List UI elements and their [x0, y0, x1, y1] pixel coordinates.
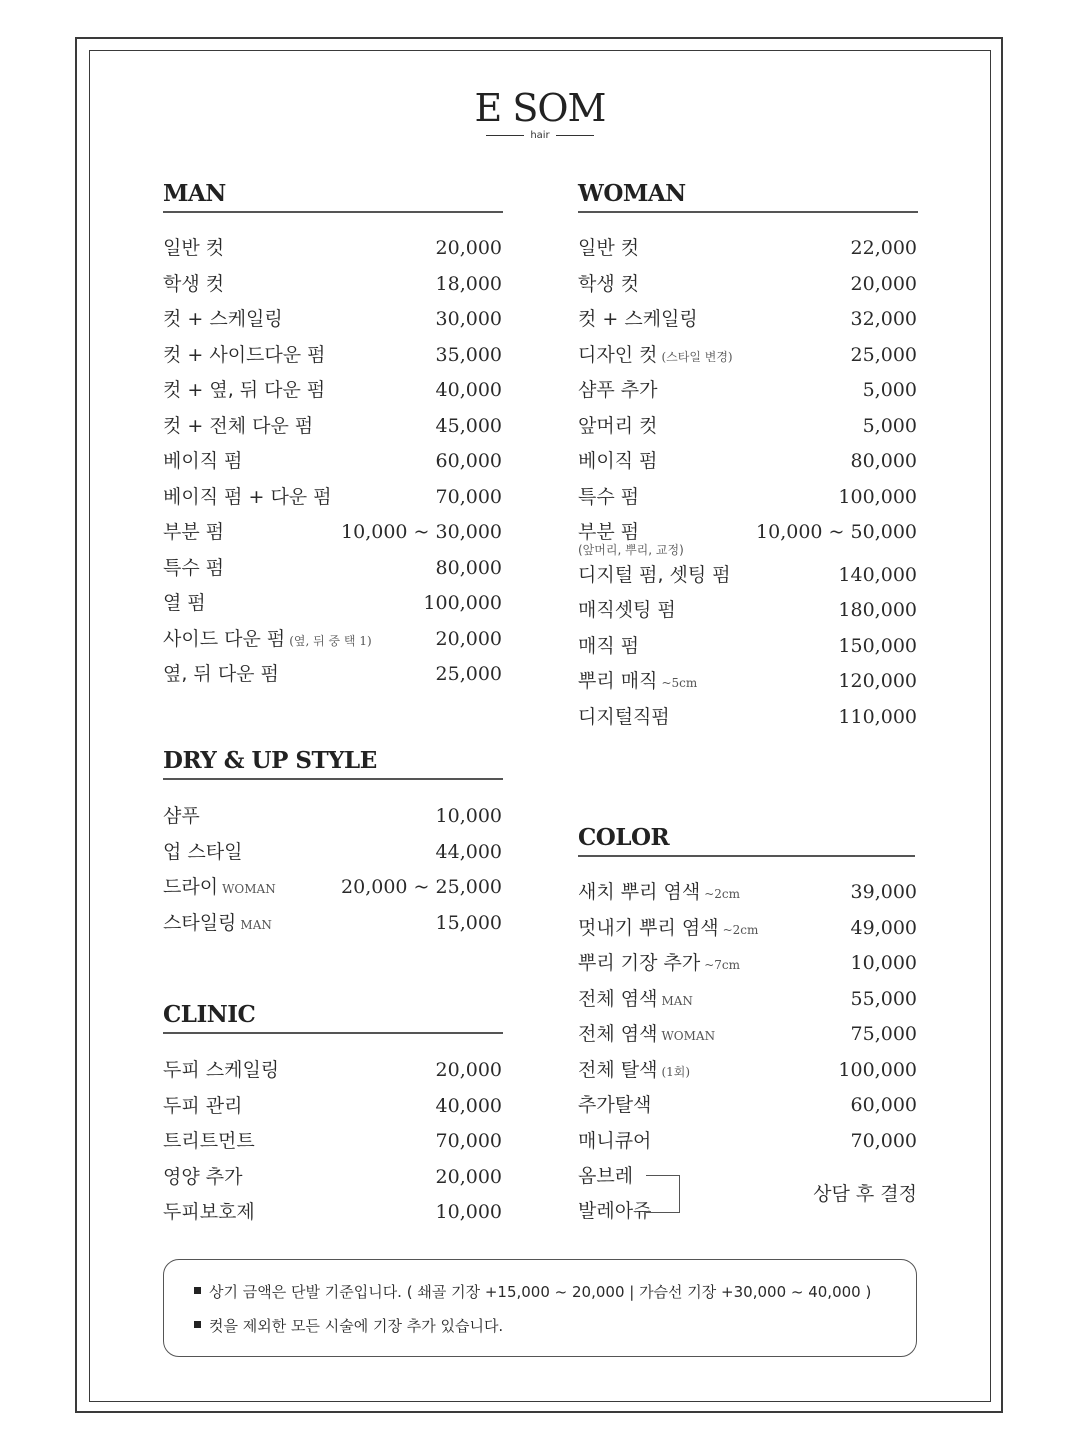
- item-name: 학생 컷: [163, 273, 225, 295]
- item-note: MAN: [240, 918, 272, 932]
- item-price: 40,000: [435, 379, 502, 401]
- item-note: MAN: [661, 994, 693, 1008]
- item-price: 5,000: [862, 379, 917, 401]
- item-name: 일반 컷: [163, 237, 225, 259]
- item-note: WOMAN: [661, 1029, 716, 1043]
- item-note: WOMAN: [222, 882, 276, 896]
- item-name: 전체 탈색 (1회): [578, 1059, 691, 1081]
- woman-item: [578, 269, 917, 299]
- clinic-item: [163, 1055, 502, 1085]
- item-name: 뿌리 기장 추가 ~7cm: [578, 952, 741, 974]
- item-name: 매직 펌: [578, 635, 640, 657]
- item-note: (스타일 변경): [661, 350, 733, 364]
- clinic-title: CLINIC: [163, 1001, 503, 1034]
- item-price: 20,000: [435, 1059, 502, 1081]
- item-price: 60,000: [435, 450, 502, 472]
- dry-item: [163, 908, 502, 938]
- item-price: 25,000: [850, 344, 917, 366]
- color-item: [578, 1019, 917, 1049]
- man-item: [163, 659, 502, 689]
- item-note: ~7cm: [704, 958, 741, 972]
- item-price: 18,000: [435, 273, 502, 295]
- item-price: 44,000: [435, 841, 502, 863]
- man-item: [163, 375, 502, 405]
- item-price: 140,000: [838, 564, 917, 586]
- item-name: 샴푸 추가: [578, 379, 658, 401]
- item-price: 20,000: [435, 628, 502, 650]
- woman-item: [578, 517, 917, 557]
- item-price: 45,000: [435, 415, 502, 437]
- color-item: [578, 948, 917, 978]
- logo-rule-left: [486, 135, 524, 136]
- man-item: [163, 269, 502, 299]
- item-name: 샴푸: [163, 805, 200, 827]
- item-name: 디지털직펌: [578, 706, 670, 728]
- item-name: 두피 관리: [163, 1095, 243, 1117]
- item-name: 추가탈색: [578, 1094, 652, 1116]
- item-name: 컷 + 사이드다운 펌: [163, 344, 326, 366]
- item-note: (옆, 뒤 중 택 1): [289, 634, 372, 648]
- consult-price: 상담 후 결정: [813, 1183, 917, 1205]
- man-item: [163, 411, 502, 441]
- color-item: [578, 1090, 917, 1120]
- item-name: 학생 컷: [578, 273, 640, 295]
- woman-item: [578, 340, 917, 370]
- item-price: 22,000: [850, 237, 917, 259]
- item-price: 110,000: [838, 706, 917, 728]
- woman-item: [578, 304, 917, 334]
- item-name: 앞머리 컷: [578, 415, 658, 437]
- item-name: 전체 염색 MAN: [578, 988, 693, 1010]
- item-name: 드라이 WOMAN: [163, 876, 276, 898]
- item-price: 10,000: [850, 952, 917, 974]
- woman-item: [578, 375, 917, 405]
- item-name: 특수 펌: [578, 486, 640, 508]
- item-name: 멋내기 뿌리 염색 ~2cm: [578, 917, 759, 939]
- notice-box: [163, 1259, 917, 1357]
- woman-title: WOMAN: [578, 180, 918, 213]
- item-price: 39,000: [850, 881, 917, 903]
- item-name: 전체 염색 WOMAN: [578, 1023, 716, 1045]
- clinic-item: [163, 1126, 502, 1156]
- item-price: 55,000: [850, 988, 917, 1010]
- item-price: 35,000: [435, 344, 502, 366]
- notice-line: 컷을 제외한 모든 시술에 기장 추가 있습니다.: [194, 1315, 503, 1336]
- item-name: 뿌리 매직 ~5cm: [578, 670, 698, 692]
- color-title: COLOR: [578, 824, 915, 857]
- item-price: 49,000: [850, 917, 917, 939]
- item-name: 트리트먼트: [163, 1130, 255, 1152]
- item-price: 20,000: [435, 1166, 502, 1188]
- item-price: 20,000: [435, 237, 502, 259]
- woman-item: [578, 233, 917, 263]
- item-name: 디자인 컷 (스타일 변경): [578, 344, 733, 366]
- item-name: 특수 펌: [163, 557, 225, 579]
- woman-item: [578, 482, 917, 512]
- item-name: 새치 뿌리 염색 ~2cm: [578, 881, 741, 903]
- item-price: 10,000 ~ 50,000: [756, 521, 917, 543]
- item-name: 부분 펌: [578, 521, 640, 543]
- item-price: 40,000: [435, 1095, 502, 1117]
- item-subnote: (앞머리, 뿌리, 교정): [578, 543, 684, 557]
- item-name: 두피보호제: [163, 1201, 255, 1223]
- notice-line: 상기 금액은 단발 기준입니다. ( 쇄골 기장 +15,000 ~ 20,000 | 가슴선 기장 +30,000 ~ 40,000 ): [194, 1281, 871, 1302]
- item-name: 매니큐어: [578, 1130, 652, 1152]
- item-name: 업 스타일: [163, 841, 243, 863]
- dry-item: [163, 801, 502, 831]
- item-name: 영양 추가: [163, 1166, 243, 1188]
- item-price: 10,000: [435, 805, 502, 827]
- item-price: 70,000: [435, 1130, 502, 1152]
- item-price: 70,000: [435, 486, 502, 508]
- item-price: 60,000: [850, 1094, 917, 1116]
- man-item: [163, 588, 502, 618]
- item-note: ~2cm: [704, 887, 741, 901]
- item-name: 두피 스케일링: [163, 1059, 280, 1081]
- woman-item: [578, 411, 917, 441]
- item-price: 100,000: [838, 486, 917, 508]
- item-note: (1회): [661, 1065, 691, 1079]
- man-item: [163, 482, 502, 512]
- item-price: 10,000: [435, 1201, 502, 1223]
- color-item: [578, 984, 917, 1014]
- item-name: 베이직 펌 + 다운 펌: [163, 486, 332, 508]
- item-price: 180,000: [838, 599, 917, 621]
- item-price: 20,000: [850, 273, 917, 295]
- man-item: [163, 553, 502, 583]
- item-name: 사이드 다운 펌 (옆, 뒤 중 택 1): [163, 628, 372, 650]
- item-price: 70,000: [850, 1130, 917, 1152]
- dry-title: DRY & UP STYLE: [163, 747, 503, 780]
- item-name: 디지털 펌, 셋팅 펌: [578, 564, 731, 586]
- consult-item: 옴브레: [578, 1165, 634, 1187]
- man-item: [163, 517, 502, 547]
- item-price: 10,000 ~ 30,000: [341, 521, 502, 543]
- bullet-icon: [194, 1321, 201, 1328]
- woman-item: [578, 666, 917, 696]
- logo-rule-right: [556, 135, 594, 136]
- dry-item: [163, 872, 502, 902]
- consult-bracket: [646, 1175, 680, 1213]
- brand-sub: hair: [530, 130, 550, 141]
- woman-item: [578, 560, 917, 590]
- item-note: ~5cm: [661, 676, 698, 690]
- item-name: 컷 + 옆, 뒤 다운 펌: [163, 379, 326, 401]
- item-price: 100,000: [838, 1059, 917, 1081]
- item-name: 매직셋팅 펌: [578, 599, 676, 621]
- item-price: 100,000: [423, 592, 502, 614]
- item-price: 32,000: [850, 308, 917, 330]
- brand-logo: [0, 88, 1080, 141]
- item-price: 120,000: [838, 670, 917, 692]
- consult-item: 발레아쥬: [578, 1200, 652, 1222]
- item-price: 25,000: [435, 663, 502, 685]
- woman-item: [578, 446, 917, 476]
- clinic-item: [163, 1091, 502, 1121]
- item-name: 일반 컷: [578, 237, 640, 259]
- man-item: [163, 304, 502, 334]
- man-item: [163, 233, 502, 263]
- item-name: 베이직 펌: [578, 450, 658, 472]
- dry-item: [163, 837, 502, 867]
- item-name: 열 펌: [163, 592, 206, 614]
- item-name: 스타일링 MAN: [163, 912, 272, 934]
- item-price: 15,000: [435, 912, 502, 934]
- color-item: [578, 913, 917, 943]
- item-price: 80,000: [850, 450, 917, 472]
- item-price: 80,000: [435, 557, 502, 579]
- item-name: 옆, 뒤 다운 펌: [163, 663, 279, 685]
- item-price: 20,000 ~ 25,000: [341, 876, 502, 898]
- item-name: 컷 + 전체 다운 펌: [163, 415, 314, 437]
- item-price: 5,000: [862, 415, 917, 437]
- item-note: ~2cm: [722, 923, 759, 937]
- brand-name: E SOM: [474, 86, 606, 130]
- bullet-icon: [194, 1287, 201, 1294]
- color-item: [578, 1126, 917, 1156]
- item-name: 컷 + 스케일링: [578, 308, 698, 330]
- item-price: 75,000: [850, 1023, 917, 1045]
- woman-item: [578, 631, 917, 661]
- woman-item: [578, 595, 917, 625]
- item-name: 부분 펌: [163, 521, 225, 543]
- man-item: [163, 446, 502, 476]
- color-item: [578, 1055, 917, 1085]
- clinic-item: [163, 1197, 502, 1227]
- item-name: 베이직 펌: [163, 450, 243, 472]
- man-item: [163, 340, 502, 370]
- item-price: 30,000: [435, 308, 502, 330]
- color-item: [578, 877, 917, 907]
- item-name: 컷 + 스케일링: [163, 308, 283, 330]
- man-item: [163, 624, 502, 654]
- item-price: 150,000: [838, 635, 917, 657]
- woman-item: [578, 702, 917, 732]
- clinic-item: [163, 1162, 502, 1192]
- man-title: MAN: [163, 180, 503, 213]
